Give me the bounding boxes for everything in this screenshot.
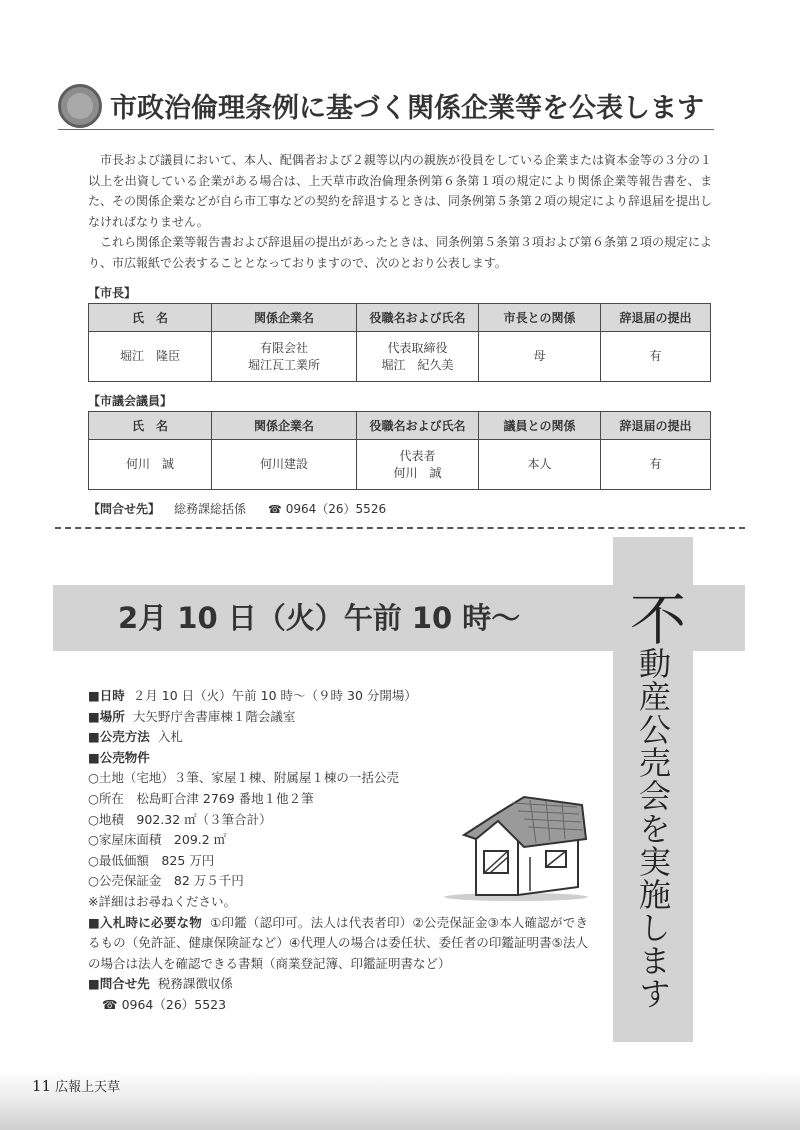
column-header: 議員との関係 (479, 412, 601, 440)
column-header: 辞退届の提出 (601, 304, 711, 332)
column-header: 市長との関係 (479, 304, 601, 332)
column-header: 役職名および氏名 (357, 412, 479, 440)
detail-date (88, 686, 588, 707)
name-cell: 何川 誠 (89, 440, 212, 490)
dashed-divider (55, 527, 745, 529)
list-item: ○家屋床面積 209.2 ㎡ (88, 832, 227, 848)
list-item: ○土地（宅地）３筆、家屋１棟、附属屋１棟の一括公売 (88, 770, 399, 786)
company-line-1: 有限会社 (259, 340, 308, 355)
section-heading (58, 84, 714, 130)
column-header: 氏 名 (89, 412, 212, 440)
needed-value: ①印鑑（認印可。法人は代表者印）②公売保証金③本人確認ができるもの（免許証、健康保険証など）④代理人の場合は委任状、委任者の印鑑証明書⑤法人の場合は法人を確認できる書類（商業登記簿、印鑑証明書など） (88, 914, 589, 971)
name-cell: 堀江 隆臣 (89, 332, 212, 382)
list-item: ※詳細はお尋ねください。 (88, 893, 236, 909)
role-line-2: 堀江 紀久美 (381, 357, 454, 372)
withdrawal-cell: 有 (601, 440, 711, 490)
page-number: 11 (32, 1077, 52, 1095)
date-key: ■日時 (88, 688, 125, 703)
method-value: 入札 (157, 729, 183, 745)
detail-phone (88, 995, 588, 1016)
publication-name: 広報上天草 (55, 1080, 121, 1095)
table-row (89, 440, 711, 490)
role-line-1: 代表者 (399, 448, 436, 463)
council-table (88, 411, 711, 490)
list-item: ○公売保証金 82 万５千円 (88, 873, 244, 889)
detail-method (88, 727, 588, 748)
property-key: ■公売物件 (88, 749, 150, 765)
council-table-label: 【市議会議員】 (88, 394, 173, 408)
column-header: 関係企業名 (212, 304, 357, 332)
table-header-row (89, 304, 711, 332)
vertical-title-first-char: 不 (621, 590, 686, 647)
phone-number: 0964（26）5523 (121, 996, 227, 1012)
detail-needed-items (88, 913, 588, 975)
detail-place (88, 707, 588, 728)
house-illustration-icon (432, 795, 592, 903)
company-line-2: 堀江瓦工業所 (247, 357, 320, 372)
detail-contact (88, 974, 588, 995)
withdrawal-cell: 有 (601, 332, 711, 382)
section-title: 市政治倫理条例に基づく関係企業等を公表します (110, 93, 704, 124)
phone-icon: ☎ (102, 996, 118, 1012)
vertical-title (621, 590, 686, 1010)
circle-bullet-icon (58, 84, 102, 128)
column-header: 関係企業名 (212, 412, 357, 440)
role-cell (357, 440, 479, 490)
list-item: ○最低価額 825 万円 (88, 852, 215, 868)
column-header: 役職名および氏名 (357, 304, 479, 332)
intro-paragraph-2: これら関係企業等報告書および辞退届の提出があったときは、同条例第５条第３項および第６条第２項の規定により、市広報紙で公表することとなっておりますので、次のとおり公表します。 (88, 235, 712, 270)
table-row (89, 332, 711, 382)
intro-paragraph-1: 市長および議員において、本人、配偶者および２親等以内の親族が役員をしている企業または資本金等の３分の１以上を出資している企業がある場合は、上天草市政治倫理条例第６条第１項の規定により関係企業等報告書を、また、その関係企業などが自ら市工事などの契約を辞退するときは、同条例第５条第２項の規定により辞退届を提出しなければなりません。 (88, 153, 713, 229)
page-footer (32, 1076, 120, 1095)
needed-key: ■入札時に必要な物 (88, 914, 202, 930)
company-cell (212, 332, 357, 382)
contact-phone: 0964（26）5526 (285, 502, 387, 516)
contact-department: 総務課総括係 (174, 502, 247, 516)
date-value: ２月 10 日（火）午前 10 時～（９時 30 分開場） (132, 688, 417, 703)
phone-icon: ☎ (268, 503, 282, 516)
intro-text (88, 150, 712, 273)
list-item: ○地積 902.32 ㎡（３筆合計） (88, 811, 272, 827)
vertical-title-rest: 動産公売会を実施します (634, 647, 672, 1010)
role-line-2: 何川 誠 (393, 465, 442, 480)
contact-key: ■問合せ先 (88, 976, 150, 992)
date-headline: 2月 10 日（火）午前 10 時～ (118, 601, 521, 635)
column-header: 辞退届の提出 (601, 412, 711, 440)
mayor-table (88, 303, 711, 382)
column-header: 氏 名 (89, 304, 212, 332)
role-cell (357, 332, 479, 382)
list-item: ○所在 松島町合津 2769 番地１他２筆 (88, 790, 314, 806)
table-header-row (89, 412, 711, 440)
contact-value: 税務課徴収係 (157, 976, 233, 992)
mayor-table-label: 【市長】 (88, 286, 137, 300)
place-key: ■場所 (88, 708, 125, 724)
relation-cell: 本人 (479, 440, 601, 490)
contact-info (88, 500, 386, 517)
method-key: ■公売方法 (88, 729, 150, 745)
company-cell: 何川建設 (212, 440, 357, 490)
contact-label: 【問合せ先】 (88, 502, 161, 516)
detail-property (88, 748, 588, 769)
place-value: 大矢野庁舎書庫棟１階会議室 (132, 708, 296, 724)
relation-cell: 母 (479, 332, 601, 382)
role-line-1: 代表取締役 (387, 340, 448, 355)
